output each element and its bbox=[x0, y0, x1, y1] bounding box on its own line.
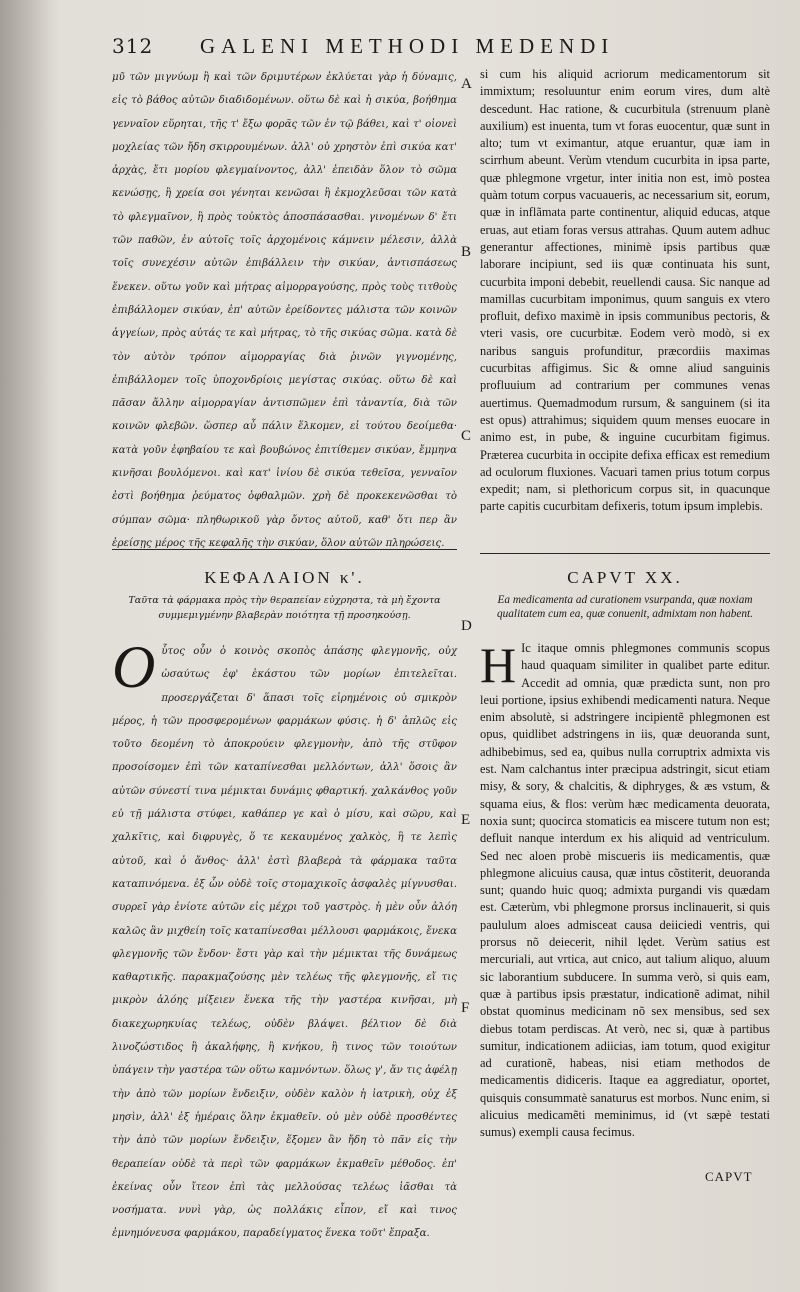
greek-column-top bbox=[112, 66, 457, 549]
greek-chapter-text: ὗτος οὖν ὁ κοινὸς σκοπὸς ἁπάσης φλεγμονῆς, οὐχ ὡσαύτως ἐφ' ἑκάστου τῶν μορίων ἐπιτελεῖται. προσεργάζεται δ' ἅπασι τοῖς εἰρημένοις οὐ σμικρὸν μέρος, ἡ τῶν προσφερομένων φαρμάκων φύσις. ἡ δ' ἁπλῶς εἰς τοῦτο δεομένη τὸ ἀποκρούειν φλεγμονὴν, ἀπὸ τῆς στῦφον προσοίσομεν ἐπὶ τῶν καταπίνεσθαι μελλόντων, ἀλλ' ὅσοις ἂν αὐτῶν σύνεστί τινα μέμικται δυνάμις φθαρτική. χαλκάνθος γοῦν εὐ τῇ μάλιστα στύφει, καθάπερ γε καὶ ὁ μίσυ, καὶ σῶρυ, καὶ χαλκῖτις, καὶ διφρυγὲς, ὅ τε κεκαυμένος χαλκὸς, ἣ τε λεπὶς αὐτοῦ, καὶ ὁ ἄνθος· ἀλλ' ἐστὶ βλαβερὰ τὰ φάρμακα ταῦτα καταπινόμενα. ἐξ ὧν οὐδὲ τοῖς στομαχικοῖς ἀσφαλὲς μίγνυσθαι. συρρεῖ γὰρ ἐνίοτε αὐτῶν εἰς μέχρι τοῦ γαστρὸς. ἡ μὲν οὖν ἀλόη καλῶς ἂν μιχθείη τοῖς καταπίνεσθαι μέλλουσι φαρμάκοις, ἕνεκα φλεγμονῆς τῶν ἔνδον· ἔστι γὰρ καὶ τὴν μέμικται τῆς δυνάμεως καθαρτικῆς. παρακμαζούσης μὲν τελέως τῆς φλεγμονῆς, εἴ τις μικρὸν ἀλόης μίξειεν ἕνεκα τῆς τὴν γαστέρα κινῆσαι, μὴ διακεχωρηκυίας τελέως, οὐδὲν βλάψει. βέλτιον δὲ διὰ λινοζώστιδος ἢ ἀκαλήφης, ἢ κνήκου, ἢ τινος τῶν τοιούτων ὑπάγειν τὴν γαστέρα τῶν οὕτω καμνόντων. ὅλως γ', ἄν τις ἀφέλῃ τὴν ἀπὸ τῶν μορίων ἔνδειξιν, οὐδὲν καλὸν ἡ ἰατρικὴ, οὐχ ἐξ μησὶν, ἀλλ' ἐξ ἡμέραις ὅλην ἐκμαθεῖν. οὐ μὲν οὐδὲ προσθέντες τὴν ἀπὸ τῶν μορίων ἔνδειξιν, ἕξομεν ἂν ἤδη τὸ πᾶν εἰς τὴν θεραπείαν οὐδὲ τὰ περὶ τῶν φαρμάκων ἐκμαθεῖν μέθοδος. ἐπ' ἐκείνας οὖν ἴτεον ἐπὶ τὰς μελλούσας τελέως ἰᾶσθαι τὰ νοσήματα. νυνὶ γὰρ, ὡς πολλάκις εἶπον, εἴ καὶ τινος ἐμνημόνευσα φαρμάκου, παραδείγματος ἕνεκα τοῦτ' ἔπραξα. bbox=[112, 646, 457, 1240]
running-title: GALENI METHODI MEDENDI bbox=[200, 34, 615, 58]
latin-column-body bbox=[480, 637, 770, 1165]
greek-chapter-body bbox=[112, 634, 457, 1246]
greek-column-body bbox=[112, 634, 457, 1240]
latin-chapter-body bbox=[480, 637, 770, 1142]
margin-letter-c: C bbox=[461, 428, 472, 444]
greek-chapter-heading bbox=[112, 568, 457, 623]
margin-letter-f: F bbox=[461, 1000, 470, 1016]
latin-dropcap: H bbox=[480, 637, 517, 693]
latin-column-top bbox=[480, 66, 770, 546]
margin-letter-e: E bbox=[461, 812, 471, 828]
latin-chapter-text: Ic itaque omnis phlegmones communis scopus haud quaquam similiter in qualibet parte editur. Accedit ad omnia, quæ prædicta sunt, non pro leui portione, ipsius exhibendi medicamenti natura. Neque enim absolutè, si adstringere incipientẽ phlegmonen est opus, quidlibet adstringens in iis, quæ deuoranda sunt, adhibebimus, sed ea, quibus nulla corruptrix admixta vis est. Nam calchantus inter præcipua adstringit, sicut etiam misy, & sory, & chalcitis, & diphryges, & æs vstum, & squama eius, & flos: verùm hæc medicamenta deuorata, noxia sunt; quocirca stomaticis ea miscere tutum non est; defluit nanque interdum ex his aliquid ad ventriculum. Sed nec aloen probè miscueris iis medicamentis, quæ phlegmone alicuius causa, quæ intus cõstiterit, deuoranda sunt; quando huic quoq; admixta purgandi vis quædam est. Cæterùm, vbi phlegmone prorsus inclinauerit, si quis paululum aloes admisceat causa deiiciedi ventris, qui prorsus nõ deiecerit, nihil lędet. Verùm satius est mercuriali, aut vrtica, aut cnico, aut talium aliquo, aluum sic laborantium subducere. In summa verò, si quis eam, quæ à partibus ipsis præstatur, indicationẽ adimat, nihil obstat quominus medicinam nõ sex mensibus, sed sex diebus totam perdiscas. At verò, nec si, quæ à partibus sumitur, indicationem adiicias, iam totum, quod exigitur ad curationẽ, habeas, nisi etiam methodos de medicamentis didiceris. Itaque ea aggrediatur, oportet, quisquis consummatè sanaturus est morbos. Nunc enim, si alicuius medicamẽti meminimus, id (vt sæpè testati sumus) exempli causa fecimus. bbox=[480, 641, 770, 1140]
latin-chapter-title: CAPVT XX. bbox=[567, 568, 683, 587]
catchword: CAPVT bbox=[705, 1169, 753, 1184]
gutter-shadow bbox=[0, 0, 60, 1292]
latin-divider-rule bbox=[480, 553, 770, 554]
greek-chapter-title: ΚΕΦΑΛΑΙΟΝ κ'. bbox=[204, 568, 365, 587]
margin-letter-b: B bbox=[461, 244, 472, 260]
greek-dropcap: Ο bbox=[112, 634, 156, 700]
greek-chapter-subtitle: Ταῦτα τὰ φάρμακα πρὸς τὴν θεραπείαν εὐχρηστα, τὰ μὴ ἔχοντα συμμεμιγμένην βλαβερὰν ποιότητα τῇ προσηκούσῃ. bbox=[128, 595, 441, 621]
margin-letter-a: A bbox=[461, 76, 472, 92]
margin-letter-d: D bbox=[461, 618, 472, 634]
latin-chapter-subtitle: Ea medicamenta ad curationem vsurpanda, quæ noxiam qualitatem cum ea, quæ conuenit, admixtam non habent. bbox=[496, 594, 754, 620]
page-number: 312 bbox=[112, 34, 154, 58]
page-header bbox=[112, 34, 772, 64]
latin-text-top: si cum his aliquid acriorum medicamentorum sit immixtum; resoluuntur enim eorum vires, dum altè descedunt. Hac ratione, & cucurbitula (strenuum planè auxilium) est inuenta, tum vt foras euocentur, quæ sunt in alto; tum vt eximantur, atque eruantur, quæ iam in scirrhum abeunt. Verùm vtendum cucurbita in ipsa parte, quæ phlegmone vrgetur, inter initia non est, imò postea quàm totum corpus vacuaueris, ac necessarium sit, eorum, quæ in inflãmata parte continentur, aliquid educas, atque eruas, aut etiam foras versus attrahas. Quum autem adhuc generantur affectiones, minimè ipsis partibus quæ laborare incipiunt, sed iis quæ continuata his sunt, cucurbita imponi debebit, reuellendi causa. Sic nanque ad mamillas cucurbitam imponimus, quum sanguis ex vtero profluit, defixo maximè in ipsis communibus pectoris, & vteri vasis, ore cucurbitæ. Eodem verò modò, si ex naribus sanguis profunditur, præcordiis maximas cucurbitas affigimus. Sic & omne aliud sanguinis profluuium ad contrarium per communes venas auertimus. Quemadmodum rursum, & sanguinem (si ita est opus) attrahimus; siquidem quum menses euocare in animo est, in pube, & inguine cucurbitam figimus. Præterea cucurbita in occipite defixa efficax est remedium ad oculorum fluxiones. Vacuari tamen prius totum corpus expedit; nam, si plethoricum corpus sit, in quacunque parte capitis cucurbitam defixeris, totum ipsum implebis. bbox=[480, 67, 770, 514]
greek-divider-rule bbox=[112, 549, 457, 550]
greek-text-top: μῦ τῶν μιγνύωμ ἢ καὶ τῶν δριμυτέρων ἐκλύεται γὰρ ἡ δύναμις, εἰς τὸ βάθος αὐτῶν διαδιδομένων. οὕτω δὲ καὶ ἡ σικύα, βοήθημα γενναῖον εὕρηται, τῆς τ' ἔξω φορᾶς τῶν ἐν τῷ βάθει, καὶ τ' οἰονεὶ μοχλείας τῶν ἤδη σκιρρουμένων. ἀλλ' οὐ χρηστὸν ἐπὶ σικύα κατ' ἀρχὰς, ἔτι μορίου φλεγμαίνοντος, ἀλλ' ἐπειδὰν ὅλον τὸ σῶμα κενώσῃς, ἢ χρεία σοι γένηται κενῶσαι ἢ ἐκμοχλεῦσαι τῶν κατὰ τὸ φλεγμαῖνον, ἢ πρὸς τοὐκτὸς ἀποσπάσασθαι. γινομένων δ' ἔτι τῶν παθῶν, ἐν αὐτοῖς τοῖς ἀρχομένοις κάμνειν μέλεσιν, ἀλλὰ τοῖς συνεχέσιν αὐτῶν ἐπιβάλλειν τὴν σικύαν, ἀντισπάσεως ἕνεκεν. οὕτω γοῦν καὶ μήτρας αἱμορραγούσης, πρὸς τοὺς τιτθοὺς ἐπιβάλλομεν σικύαν, ἐπ' αὐτῶν ἐρείδοντες μάλιστα τῶν κοινῶν ἀγγείων, πρὸς αὐτάς τε καὶ μήτρας, τὸ τῆς σικύας σῶμα. κατὰ δὲ τὸν αὐτὸν τρόπον αἱμορραγίας διὰ ῥινῶν γιγνομένης, ἐπιβάλλομεν τοῖς ὑποχονδρίοις μεγίστας σικύας. οὕτω δὲ καὶ πᾶσαν ἄλλην αἱμορραγίαν ἀντισπῶμεν ἐπὶ τἀναντία, διὰ τῶν κοινῶν φλεβῶν. ὥσπερ αὖ πάλιν ἕλκομεν, εἰ τούτου δεοίμεθα· κατὰ γοῦν ἐφηβαίου τε καὶ βουβώνος ἐπιτίθεμεν σικύαν, ἔμμηνα κινῆσαι βουλόμενοι. καὶ κατ' ἰνίου δὲ σικύα τεθεῖσα, γενναῖον ἐστὶ βοήθημα ῥεύματος ὀφθαλμῶν. χρὴ δὲ προκεκενῶσθαι τὸ σύμπαν σῶμα· πληθωρικοῦ γὰρ ὄντος αὐτοῦ, καθ' ὅτι περ ἂν ἐρείσῃς μέρος τῆς κεφαλῆς τὴν σικύαν, ὅλον αὐτῶν πληρώσεις. bbox=[112, 72, 457, 549]
latin-chapter-heading bbox=[480, 568, 770, 621]
